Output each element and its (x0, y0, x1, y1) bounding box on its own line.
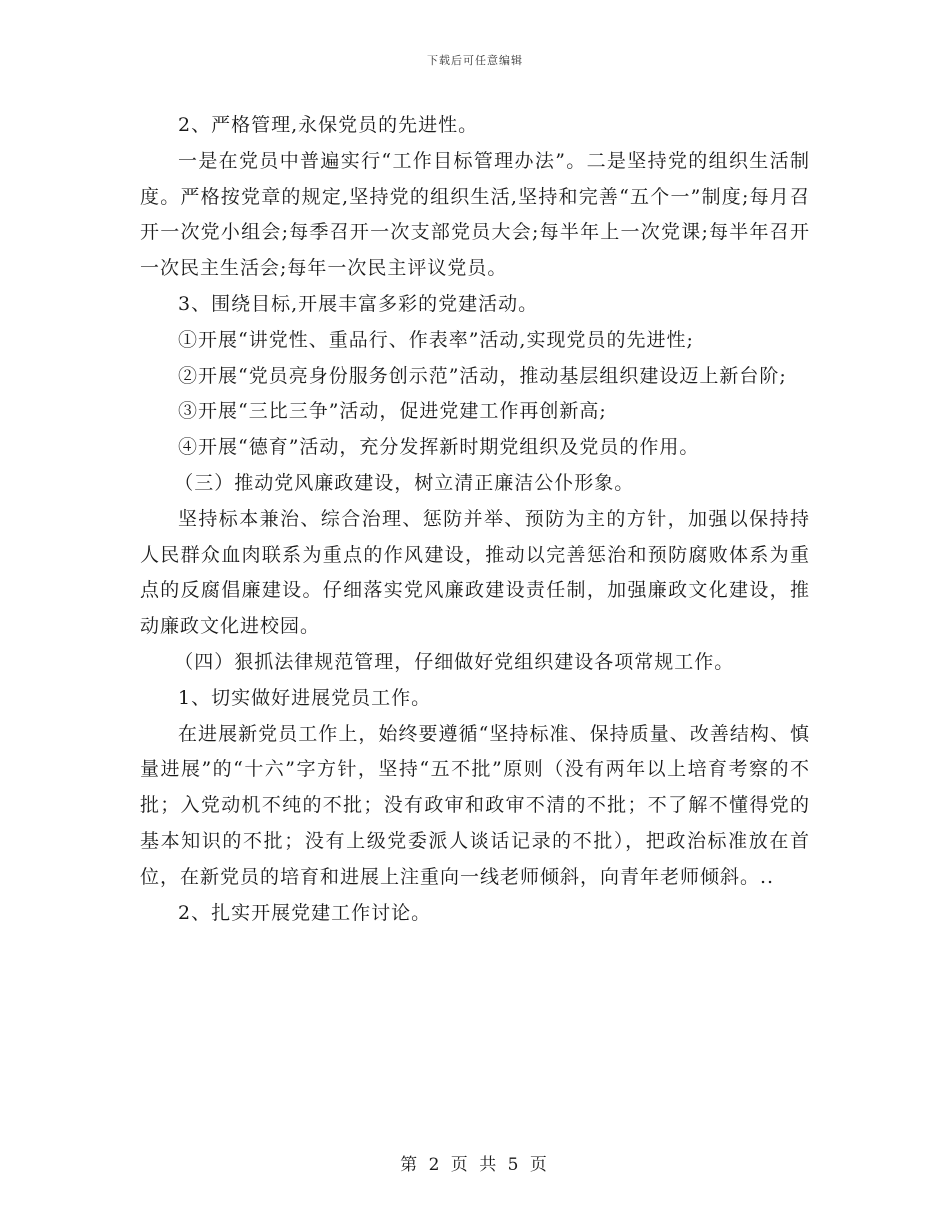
paragraph-activity-4: ④开展“德育”活动，充分发挥新时期党组织及党员的作用。 (178, 436, 700, 459)
paragraph-party-discussion: 2、扎实开展党建工作讨论。 (178, 901, 432, 924)
section-heading-4: （四）狠抓法律规范管理，仔细做好党组织建设各项常规工作。 (174, 650, 735, 673)
paragraph-party-activities: 3、围绕目标,开展丰富多彩的党建活动。 (178, 292, 539, 315)
paragraph-anti-corruption: 坚持标本兼治、综合治理、惩防并举、预防为主的方针，加强以保持持人民群众血肉联系为重点的作风建设，推动以完善惩治和预防腐败体系为重点的反腐倡廉建设。仔细落实党风廉政建设责任制，加强廉政文化建设，推动廉政文化进校园。 (140, 507, 810, 638)
document-body (140, 108, 810, 931)
header-note: 下载后可任意编辑 (427, 54, 523, 67)
paragraph-work-target-management: 一是在党员中普遍实行“工作目标管理办法”。二是坚持党的组织生活制度。严格按党章的规定,坚持党的组织生活,坚持和完善“五个一”制度;每月召开一次党小组会;每季召开一次支部党员大会;每半年上一次党课;每半年召开一次民主生活会;每年一次民主评议党员。 (140, 149, 810, 280)
page-number: 第 2 页 共 5 页 (400, 1155, 550, 1175)
paragraph-strict-management: 2、严格管理,永保党员的先进性。 (178, 114, 479, 136)
paragraph-member-development: 1、切实做好进展党员工作。 (178, 686, 432, 709)
paragraph-activity-1: ①开展“讲党性、重品行、作表率”活动,实现党员的先进性; (178, 328, 694, 351)
paragraph-activity-3: ③开展“三比三争”活动，促进党建工作再创新高; (178, 400, 607, 423)
section-heading-3: （三）推动党风廉政建设，树立清正廉洁公仆形象。 (174, 471, 635, 494)
paragraph-activity-2: ②开展“党员亮身份服务创示范”活动，推动基层组织建设迈上新台阶; (178, 364, 787, 387)
paragraph-member-development-detail: 在进展新党员工作上，始终要遵循“坚持标准、保持质量、改善结构、慎量进展”的“十六”字方针，坚持“五不批”原则（没有两年以上培育考察的不批；入党动机不纯的不批；没有政审和政审不清的不批；不了解不懂得党的基本知识的不批；没有上级党委派人谈话记录的不批），把政治标准放在首位，在新党员的培育和进展上注重向一线老师倾斜，向青年老师倾斜。.. (140, 722, 810, 888)
